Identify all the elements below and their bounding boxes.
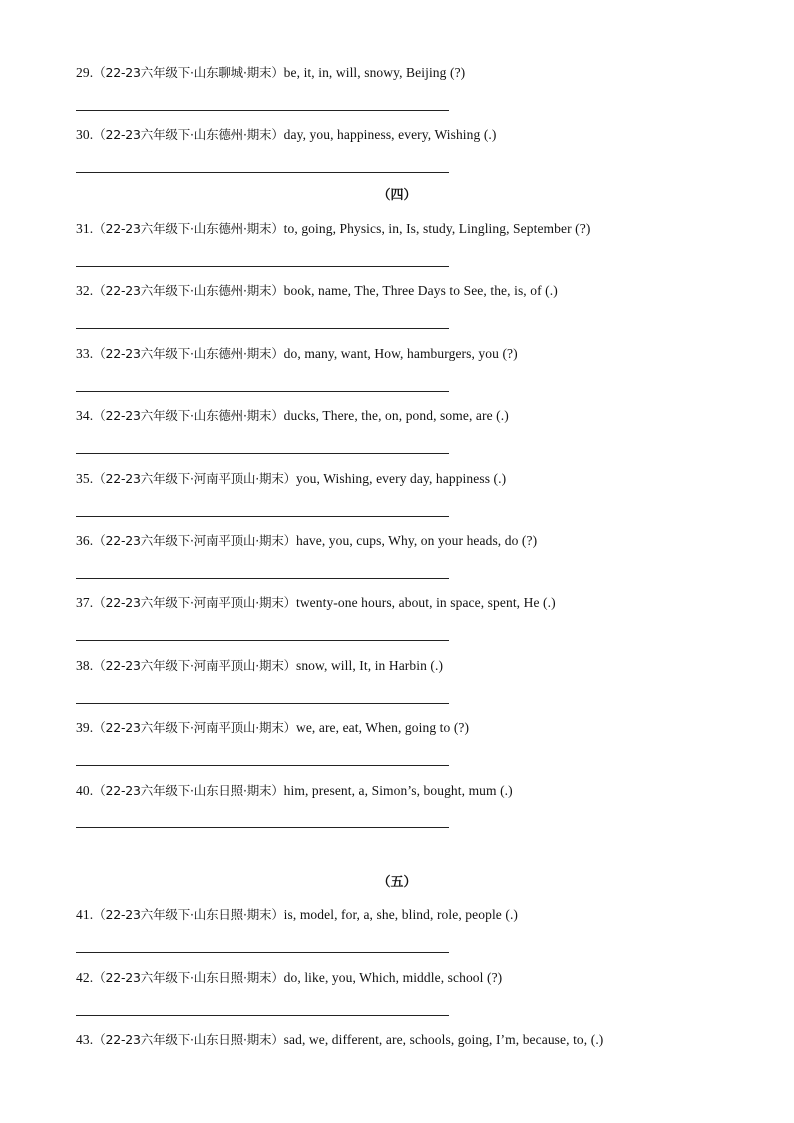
question-number: 31. xyxy=(76,221,94,236)
question-33 xyxy=(76,346,518,362)
question-number: 42. xyxy=(76,970,94,985)
question-source: （22-23六年级下·河南平顶山·期末） xyxy=(93,595,296,610)
question-number: 35. xyxy=(76,471,94,486)
question-number: 38. xyxy=(76,658,94,673)
question-number: 40. xyxy=(76,783,94,798)
question-source: （22-23六年级下·山东德州·期末） xyxy=(93,346,284,361)
question-words: ducks, There, the, on, pond, some, are (.) xyxy=(283,408,509,423)
question-number: 36. xyxy=(76,533,94,548)
question-words: sad, we, different, are, schools, going, I’m, because, to, (.) xyxy=(283,1032,604,1047)
question-30 xyxy=(76,127,497,143)
question-words: day, you, happiness, every, Wishing (.) xyxy=(283,127,497,142)
answer-line[interactable] xyxy=(76,578,449,579)
section-heading-five: （五） xyxy=(377,875,417,890)
question-words: do, like, you, Which, middle, school (?) xyxy=(283,970,503,985)
question-source: （22-23六年级下·山东日照·期末） xyxy=(93,907,284,922)
question-words: is, model, for, a, she, blind, role, people (.) xyxy=(283,907,519,922)
question-32 xyxy=(76,283,558,299)
answer-line[interactable] xyxy=(76,827,449,828)
question-number: 41. xyxy=(76,907,94,922)
question-number: 33. xyxy=(76,346,94,361)
question-number: 37. xyxy=(76,595,94,610)
question-words: him, present, a, Simon’s, bought, mum (.) xyxy=(283,783,513,798)
question-words: have, you, cups, Why, on your heads, do (?) xyxy=(295,533,538,548)
question-number: 34. xyxy=(76,408,94,423)
question-number: 29. xyxy=(76,65,94,80)
question-39 xyxy=(76,720,469,736)
question-words: be, it, in, will, snowy, Beijing (?) xyxy=(283,65,466,80)
question-source: （22-23六年级下·河南平顶山·期末） xyxy=(93,720,296,735)
answer-line[interactable] xyxy=(76,391,449,392)
answer-line[interactable] xyxy=(76,703,449,704)
answer-line[interactable] xyxy=(76,952,449,953)
question-43 xyxy=(76,1032,603,1048)
question-source: （22-23六年级下·河南平顶山·期末） xyxy=(93,658,296,673)
question-source: （22-23六年级下·山东聊城·期末） xyxy=(93,65,284,80)
question-number: 39. xyxy=(76,720,94,735)
question-40 xyxy=(76,783,513,799)
answer-line[interactable] xyxy=(76,266,449,267)
question-41 xyxy=(76,907,518,923)
question-number: 30. xyxy=(76,127,94,142)
question-source: （22-23六年级下·河南平顶山·期末） xyxy=(93,471,296,486)
answer-line[interactable] xyxy=(76,765,449,766)
question-words: to, going, Physics, in, Is, study, Lingling, September (?) xyxy=(283,221,591,236)
answer-line[interactable] xyxy=(76,172,449,173)
question-source: （22-23六年级下·山东德州·期末） xyxy=(93,283,284,298)
question-35 xyxy=(76,471,506,487)
question-36 xyxy=(76,533,537,549)
question-words: you, Wishing, every day, happiness (.) xyxy=(295,471,507,486)
answer-line[interactable] xyxy=(76,516,449,517)
question-37 xyxy=(76,595,556,611)
question-34 xyxy=(76,408,509,424)
question-31 xyxy=(76,221,590,237)
question-source: （22-23六年级下·山东德州·期末） xyxy=(93,221,284,236)
question-source: （22-23六年级下·山东德州·期末） xyxy=(93,127,284,142)
question-source: （22-23六年级下·山东日照·期末） xyxy=(93,1032,284,1047)
question-38 xyxy=(76,658,443,674)
question-words: do, many, want, How, hamburgers, you (?) xyxy=(283,346,518,361)
question-words: twenty-one hours, about, in space, spent, He (.) xyxy=(295,595,556,610)
question-42 xyxy=(76,970,502,986)
answer-line[interactable] xyxy=(76,110,449,111)
answer-line[interactable] xyxy=(76,1015,449,1016)
question-number: 32. xyxy=(76,283,94,298)
question-29 xyxy=(76,65,465,81)
answer-line[interactable] xyxy=(76,640,449,641)
answer-line[interactable] xyxy=(76,328,449,329)
question-source: （22-23六年级下·山东德州·期末） xyxy=(93,408,284,423)
answer-line[interactable] xyxy=(76,453,449,454)
question-source: （22-23六年级下·山东日照·期末） xyxy=(93,970,284,985)
question-words: we, are, eat, When, going to (?) xyxy=(295,720,470,735)
question-words: book, name, The, Three Days to See, the, is, of (.) xyxy=(283,283,558,298)
section-heading-four: （四） xyxy=(377,188,417,203)
question-words: snow, will, It, in Harbin (.) xyxy=(295,658,444,673)
question-source: （22-23六年级下·山东日照·期末） xyxy=(93,783,284,798)
question-number: 43. xyxy=(76,1032,94,1047)
question-source: （22-23六年级下·河南平顶山·期末） xyxy=(93,533,296,548)
